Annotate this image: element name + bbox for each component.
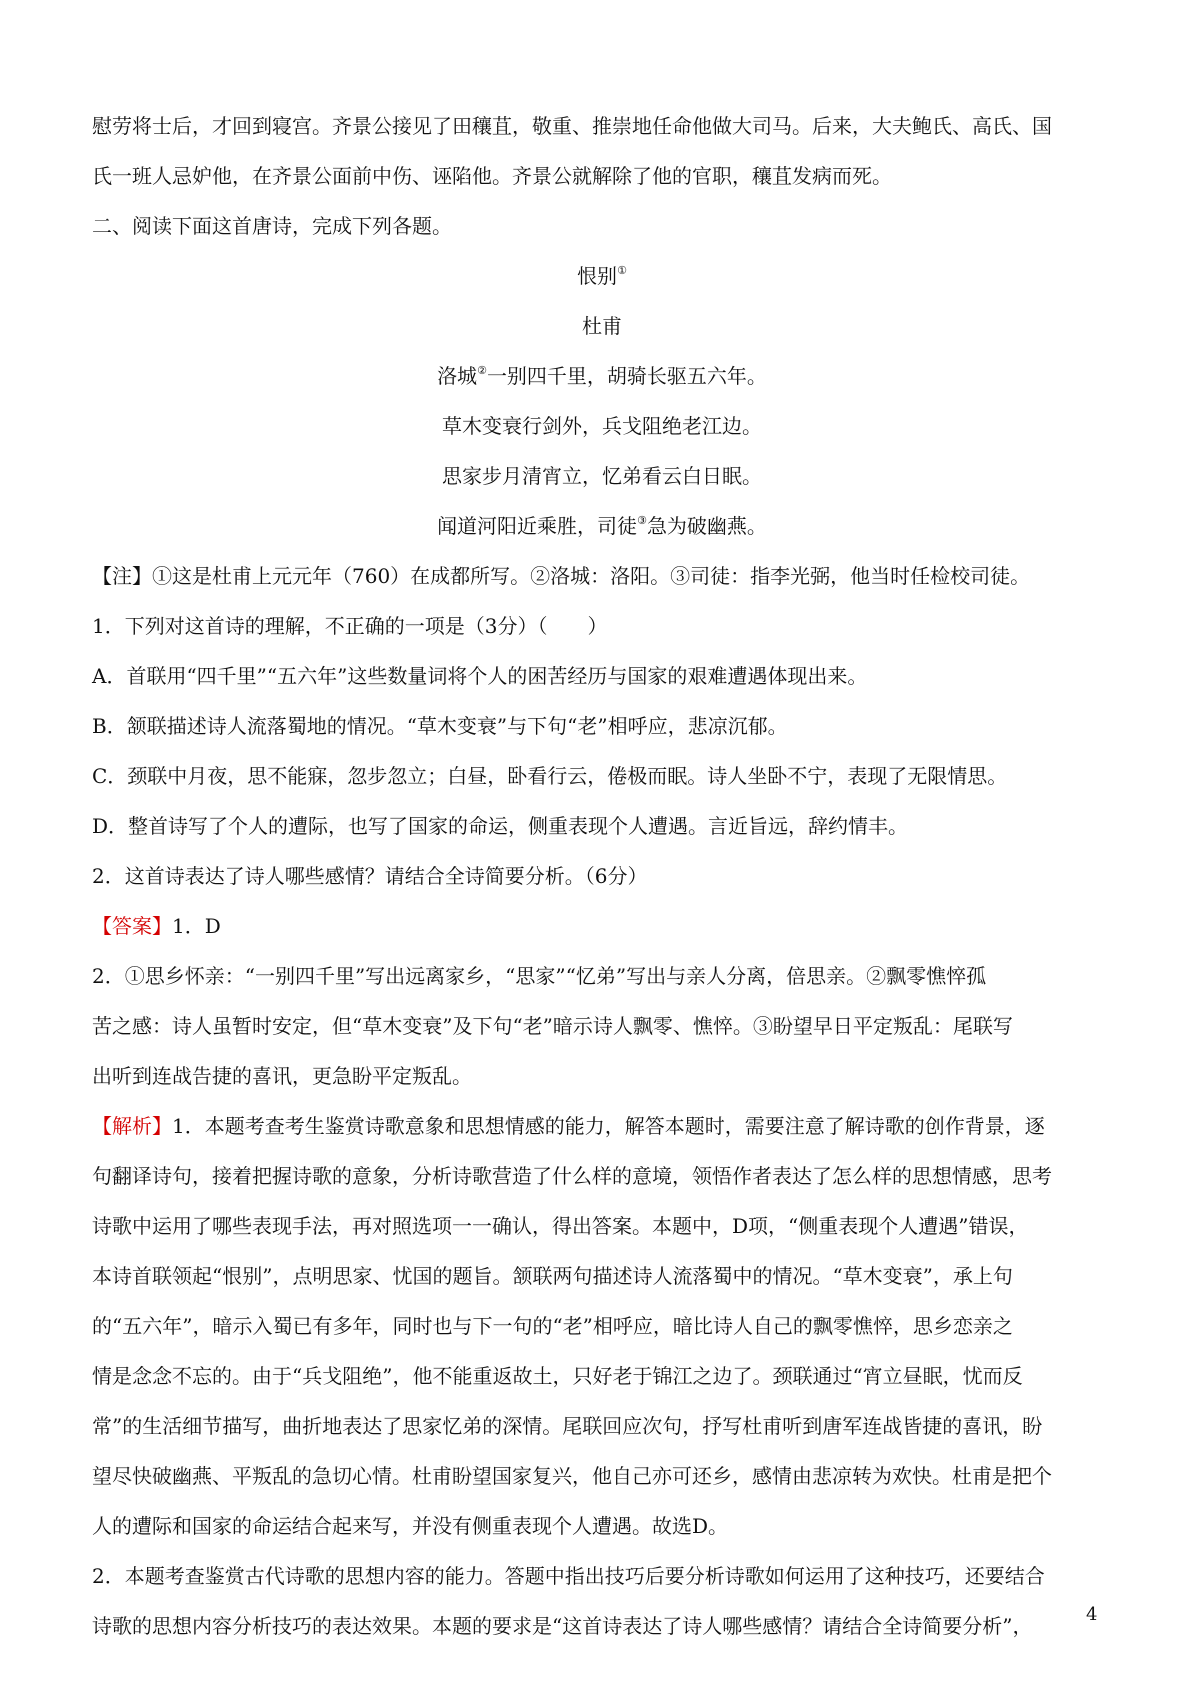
analysis-line: 人的遭际和国家的命运结合起来写，并没有侧重表现个人遭遇。故选D。 xyxy=(92,1514,729,1538)
poem-line: 闻道河阳近乘胜，司徒③急为破幽燕。 xyxy=(437,514,767,538)
question-2-stem: 2．这首诗表达了诗人哪些感情？请结合全诗简要分析。（6分） xyxy=(92,864,648,888)
answer-label: 【答案】 xyxy=(92,914,172,938)
analysis-line: 常”的生活细节描写，曲折地表达了思家忆弟的深情。尾联回应次句，抒写杜甫听到唐军连战皆捷的喜讯，盼 xyxy=(92,1414,1043,1438)
answer-line: 苦之感：诗人虽暂时安定，但“草木变衰”及下句“老”暗示诗人飘零、憔悴。③盼望早日平定叛乱：尾联写 xyxy=(92,1014,1013,1038)
footnote-marker: ② xyxy=(477,364,487,377)
intro-line: 氏一班人忌妒他，在齐景公面前中伤、诬陷他。齐景公就解除了他的官职，穰苴发病而死。 xyxy=(92,164,892,188)
analysis-line: 情是念念不忘的。由于“兵戈阻绝”，他不能重返故土，只好老于锦江之边了。颈联通过“宵立昼眠，忧而反 xyxy=(92,1364,1023,1388)
document-body xyxy=(92,101,1112,1651)
analysis-line: 望尽快破幽燕、平叛乱的急切心情。杜甫盼望国家复兴，他自己亦可还乡，感情由悲凉转为欢快。杜甫是把个 xyxy=(92,1464,1052,1488)
answer-line: 2．①思乡怀亲：“一别四千里”写出远离家乡，“思家”“忆弟”写出与亲人分离，倍思亲。②飘零憔悴孤 xyxy=(92,964,987,988)
footnote-marker: ③ xyxy=(637,514,647,527)
poem-line: 草木变衰行剑外，兵戈阻绝老江边。 xyxy=(442,414,762,438)
analysis-line: 【解析】1．本题考查考生鉴赏诗歌意象和思想情感的能力，解答本题时，需要注意了解诗歌的创作背景，逐 xyxy=(92,1114,1045,1138)
option-a: A．首联用“四千里”“五六年”这些数量词将个人的困苦经历与国家的艰难遭遇体现出来。 xyxy=(92,664,868,688)
analysis-line: 的“五六年”，暗示入蜀已有多年，同时也与下一句的“老”相呼应，暗比诗人自己的飘零憔悴，思乡恋亲之 xyxy=(92,1314,1013,1338)
option-b: B．颔联描述诗人流落蜀地的情况。“草木变衰”与下句“老”相呼应，悲凉沉郁。 xyxy=(92,714,788,738)
poem-title: 恨别① xyxy=(577,264,627,288)
poem-line: 洛城②一别四千里，胡骑长驱五六年。 xyxy=(437,364,767,388)
footnote-marker: ① xyxy=(617,264,627,277)
answer-line: 【答案】1．D xyxy=(92,914,221,938)
analysis-line: 2．本题考查鉴赏古代诗歌的思想内容的能力。答题中指出技巧后要分析诗歌如何运用了这种技巧，还要结合 xyxy=(92,1564,1045,1588)
poem-author: 杜甫 xyxy=(582,314,622,338)
question-1-stem: 1．下列对这首诗的理解，不正确的一项是（3分）（ ） xyxy=(92,614,608,638)
analysis-line: 本诗首联领起“恨别”，点明思家、忧国的题旨。颔联两句描述诗人流落蜀中的情况。“草木变衰”，承上句 xyxy=(92,1264,1013,1288)
answer-line: 出听到连战告捷的喜讯，更急盼平定叛乱。 xyxy=(92,1064,472,1088)
poem-note: 【注】①这是杜甫上元元年（760）在成都所写。②洛城：洛阳。③司徒：指李光弼，他当时任检校司徒。 xyxy=(92,564,1031,588)
option-d: D．整首诗写了个人的遭际，也写了国家的命运，侧重表现个人遭遇。言近旨远，辞约情丰。 xyxy=(92,814,909,838)
page-number: 4 xyxy=(1086,1604,1098,1625)
analysis-label: 【解析】 xyxy=(92,1114,172,1138)
poem-line: 思家步月清宵立，忆弟看云白日眠。 xyxy=(442,464,762,488)
option-c: C．颈联中月夜，思不能寐，忽步忽立；白昼，卧看行云，倦极而眠。诗人坐卧不宁，表现了无限情思。 xyxy=(92,764,1008,788)
analysis-line: 诗歌的思想内容分析技巧的表达效果。本题的要求是“这首诗表达了诗人哪些感情？请结合全诗简要分析”， xyxy=(92,1614,1033,1638)
analysis-line: 句翻译诗句，接着把握诗歌的意象，分析诗歌营造了什么样的意境，领悟作者表达了怎么样的思想情感，思考 xyxy=(92,1164,1052,1188)
analysis-line: 诗歌中运用了哪些表现手法，再对照选项一一确认，得出答案。本题中，D项，“侧重表现个人遭遇”错误， xyxy=(92,1214,1029,1238)
section-heading: 二、阅读下面这首唐诗，完成下列各题。 xyxy=(92,214,452,238)
intro-line: 慰劳将士后，才回到寝宫。齐景公接见了田穰苴，敬重、推崇地任命他做大司马。后来，大夫鲍氏、高氏、国 xyxy=(92,114,1052,138)
